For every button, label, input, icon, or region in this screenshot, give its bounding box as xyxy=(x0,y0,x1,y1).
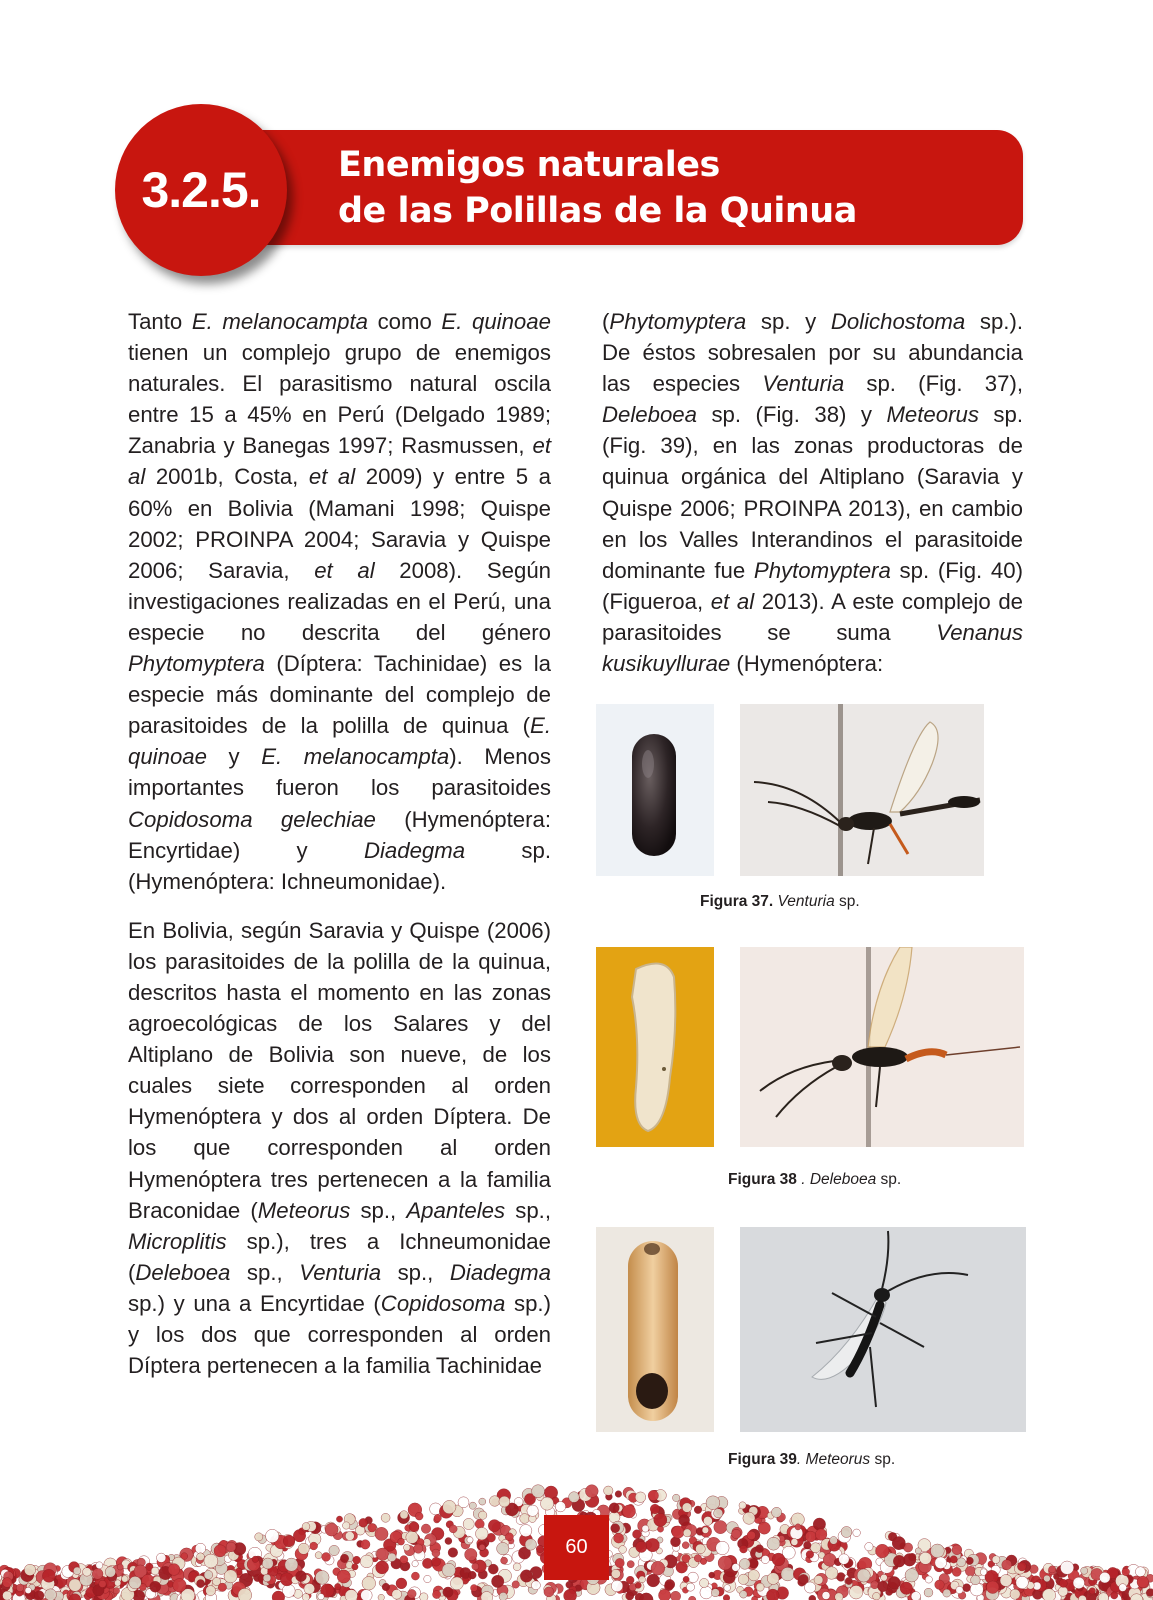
left-column xyxy=(128,306,551,1381)
paragraph: Tanto E. melanocampta como E. quinoae tienen un complejo grupo de enemigos naturales. El parasitismo natural oscila entre 15 a 45% en Perú (Delgado 1989; Zanabria y Banegas 1997; Rasmussen, et al 2001b, Costa, et al 2009) y entre 5 a 60% en Bolivia (Mamani 1998; Quispe 2002; PROINPA 2004; Saravia y Quispe 2006; Saravia, et al 2008). Según investigaciones realizadas en el Perú, una especie no descrita del género Phytomyptera (Díptera: Tachinidae) es la especie más dominante del complejo de parasitoides de la polilla de quinua (E. quinoae y E. melanocampta). Menos importantes fueron los parasitoides Copidosoma gelechiae (Hymenóptera: Encyrtidae) y Diadegma sp. (Hymenóptera: Ichneumonidae). xyxy=(128,309,552,894)
paragraph: (Phytomyptera sp. y Dolichostoma sp.). De éstos sobresalen por su abundancia las especies Venturia sp. (Fig. 37), Deleboea sp. (Fig. 38) y Meteorus sp. (Fig. 39), en las zonas productoras de quinua orgánica del Altiplano (Saravia y Quispe 2006; PROINPA 2013), en cambio en los Valles Interandinos el parasitoide dominante fue Phytomyptera sp. (Fig. 40) (Figueroa, et al 2013). A este complejo de parasitoides se suma Venanus kusikuyllurae (Hymenóptera: xyxy=(602,309,1023,677)
figure-38-wasp-photo xyxy=(740,947,1024,1147)
figure-38-caption: Figura 38 . Deleboea sp. xyxy=(728,1171,902,1188)
paragraph: En Bolivia, según Saravia y Quispe (2006) los parasitoides de la polilla de la quinua, descritos hasta el momento en las zonas agroecológicas de los Salares y del Altiplano de Bolivia son nueve, de los cuales siete corresponden al orden Hymenóptera y dos al orden Díptera. De los que corresponden al orden Hymenóptera tres pertenecen a la familia Braconidae (Meteorus sp., Apanteles sp., Microplitis sp.), tres a Ichneumonidae (Deleboea sp., Venturia sp., Diadegma sp.) y una a Encyrtidae (Copidosoma sp.) y los dos que corresponden al orden Díptera pertenecen a la familia Tachinidae xyxy=(128,917,552,1379)
page-title xyxy=(338,142,857,234)
right-column xyxy=(602,306,1023,679)
title-line-2: de las Polillas de la Quinua xyxy=(338,191,857,231)
figure-37-pupa-photo xyxy=(596,704,714,876)
figure-39-pupa-photo xyxy=(596,1227,714,1432)
section-number: 3.2.5. xyxy=(141,162,261,218)
page-number: 60 xyxy=(544,1515,609,1580)
title-line-1: Enemigos naturales xyxy=(338,145,720,185)
figure-37-caption: Figura 37. Venturia sp. xyxy=(700,893,860,910)
figure-39-caption: Figura 39. Meteorus sp. xyxy=(728,1451,896,1468)
figure-38-pupa-photo xyxy=(596,947,714,1147)
figure-37-wasp-photo xyxy=(740,704,984,876)
figure-39-wasp-photo xyxy=(740,1227,1026,1432)
